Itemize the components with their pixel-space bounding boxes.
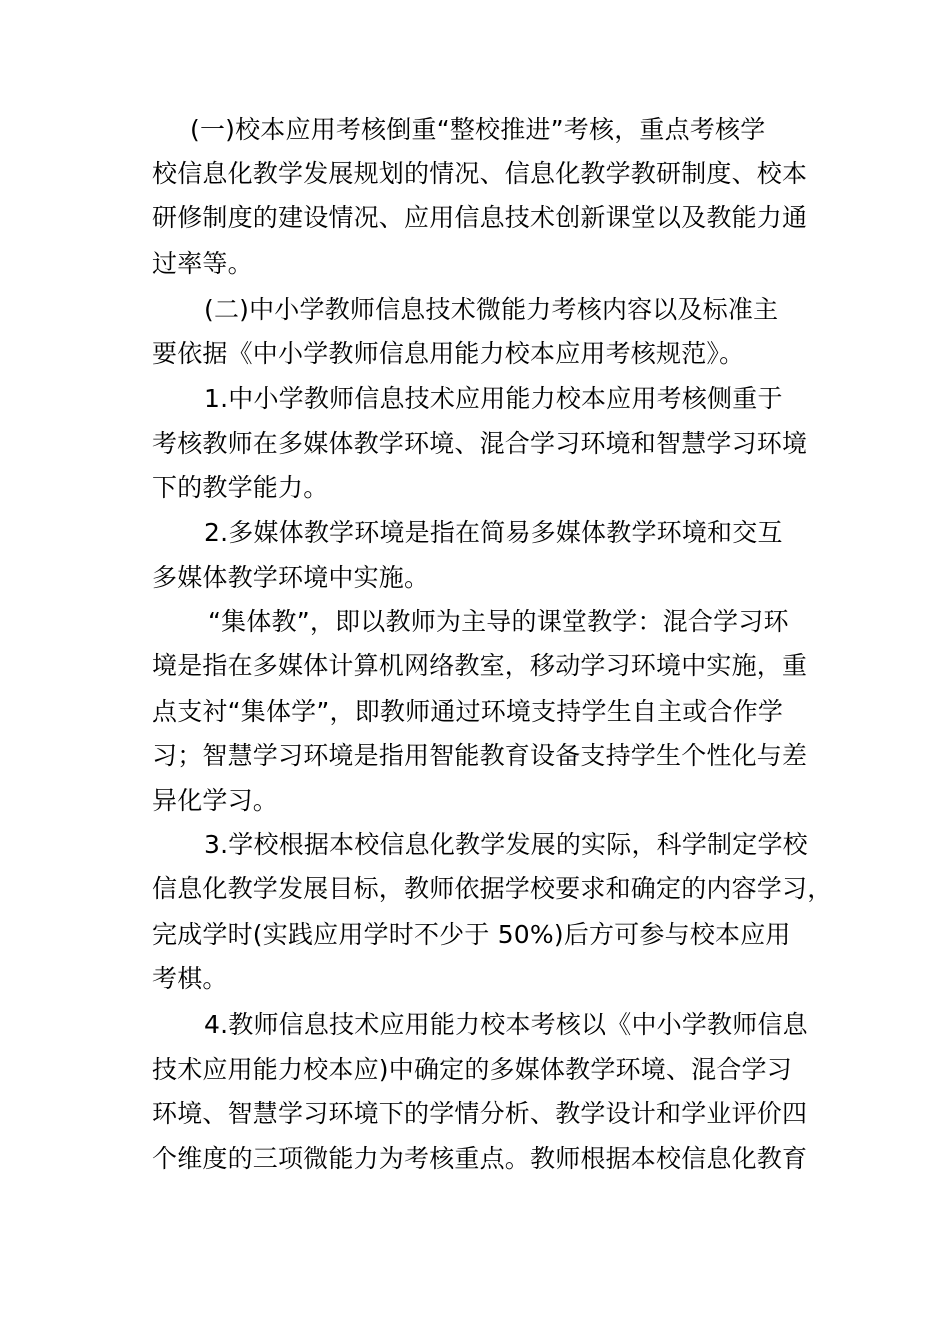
text-line: 考核教师在多媒体教学环境、混合学习环境和智慧学习环境 (152, 429, 808, 458)
text-line: 境是指在多媒体计算机网络教室，移动学习环境中实施，重 (152, 651, 808, 680)
text-line: 完成学时(实践应用学时不少于 50%)后方可参与校本应用 (152, 920, 791, 949)
text-line: 多媒体教学环境中实施。 (152, 563, 430, 592)
text-line: 异化学习。 (152, 786, 279, 815)
text-line: 2.多媒体教学环境是指在简易多媒体教学环境和交互 (204, 518, 783, 547)
text-line: 习；智慧学习环境是指用智能教育设备支持学生个性化与差 (152, 741, 808, 770)
text-line: 过率等。 (152, 249, 253, 278)
text-line: 环境、智慧学习环境下的学情分析、教学设计和学业评价四 (152, 1099, 808, 1128)
text-line: 1.中小学教师信息技术应用能力校本应用考核侧重于 (204, 384, 783, 413)
text-line: 点支衬“集体学”，即教师通过环境支持学生自主或合作学 (152, 697, 784, 726)
text-line: 技术应用能力校本应)中确定的多媒体教学环境、混合学习 (152, 1055, 792, 1084)
text-line: 考棋。 (152, 964, 228, 993)
text-line: 校信息化教学发展规划的情况、信息化教学教研制度、校本 (152, 159, 808, 188)
text-line: 4.教师信息技术应用能力校本考核以《中小学教师信息 (204, 1010, 808, 1039)
text-line: 个维度的三项微能力为考核重点。教师根据本校信息化教育 (152, 1144, 808, 1173)
text-line: “集体教”，即以教师为主导的课堂教学：混合学习环 (208, 607, 789, 636)
text-line: 研修制度的建设情况、应用信息技术创新课堂以及教能力通 (152, 203, 808, 232)
text-line: 要依据《中小学教师信息用能力校本应用考核规范》。 (152, 339, 745, 368)
text-line: 3.学校根据本校信息化教学发展的实际，科学制定学校 (204, 830, 808, 859)
text-line: (一)校本应用考核倒重“整校推进”考核，重点考核学 (190, 115, 766, 144)
text-line: 信息化教学发展目标，教师依据学校要求和确定的内容学习， (152, 874, 833, 903)
text-line: 下的教学能力。 (152, 473, 329, 502)
text-line: (二)中小学教师信息技术微能力考核内容以及标准主 (204, 295, 779, 324)
